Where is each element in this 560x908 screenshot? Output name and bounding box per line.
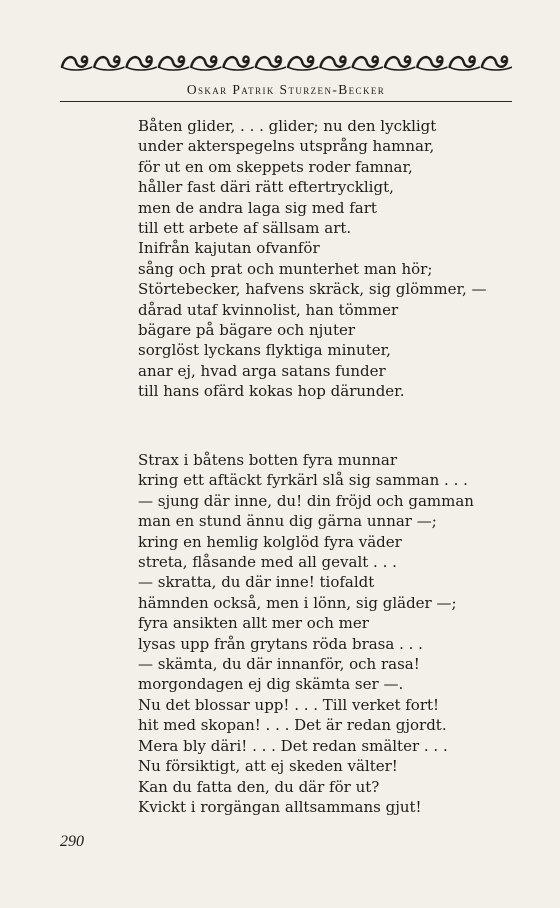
verse-line: morgondagen ej dig skämta ser —. <box>138 675 404 694</box>
verse-line: lysas upp från grytans röda brasa . . . <box>138 634 423 653</box>
verse-line: — sjung där inne, du! din fröjd och gamman <box>138 491 474 510</box>
verse-line: anar ej, hvad arga satans funder <box>138 361 386 380</box>
verse-line: för ut en om skeppets roder famnar, <box>138 157 413 176</box>
running-header-author: Oskar Patrik Sturzen-Becker <box>186 82 386 97</box>
verse-line: fyra ansikten allt mer och mer <box>138 614 369 633</box>
verse-line: men de andra laga sig med fart <box>138 198 377 217</box>
verse-line: Strax i båtens botten fyra munnar <box>138 451 398 469</box>
verse-line: Nu det blossar upp! . . . Till verket fort! <box>138 695 440 714</box>
verse-line: kring ett aftäckt fyrkärl slå sig samman . . . <box>138 471 468 490</box>
verse-line: Kvickt i rorgängan alltsammans gjut! <box>138 797 422 816</box>
verse-line: sång och prat och munterhet man hör; <box>138 259 433 278</box>
verse-line: till ett arbete af sällsam art. <box>138 219 352 238</box>
poem-stanza-2 <box>138 450 498 817</box>
verse-line: till hans ofärd kokas hop därunder. <box>138 382 405 401</box>
verse-line: dårad utaf kvinnolist, han tömmer <box>138 300 399 319</box>
verse-line: Störtebecker, hafvens skräck, sig glömmer, — <box>138 280 487 299</box>
verse-line: sorglöst lyckans flyktiga minuter, <box>138 341 391 360</box>
verse-line: streta, flåsande med all gevalt . . . <box>138 553 397 572</box>
verse-line: hämnden också, men i lönn, sig gläder —; <box>138 593 457 612</box>
verse-line: man en stund ännu dig gärna unnar —; <box>138 512 437 531</box>
verse-line: bägare på bägare och njuter <box>138 321 356 340</box>
verse-line: — skämta, du där innanför, och rasa! <box>138 655 420 674</box>
verse-line: Båten glider, . . . glider; nu den lyckligt <box>138 117 437 135</box>
verse-line: Inifrån kajutan ofvanför <box>138 239 320 258</box>
decorative-scroll-border-icon <box>60 50 512 74</box>
verse-line: Mera bly däri! . . . Det redan smälter . . . <box>138 736 448 755</box>
page-number: 290 <box>60 833 84 850</box>
verse-line: håller fast däri rätt eftertryckligt, <box>138 178 394 197</box>
verse-line: under akterspegelns utsprång hamnar, <box>138 137 435 156</box>
verse-line: Nu försiktigt, att ej skeden välter! <box>138 757 398 776</box>
poem-stanza-1 <box>138 116 498 402</box>
verse-line: Kan du fatta den, du där för ut? <box>138 777 380 796</box>
header-rule <box>60 101 512 102</box>
verse-line: kring en hemlig kolglöd fyra väder <box>138 532 402 551</box>
verse-line: hit med skopan! . . . Det är redan gjordt. <box>138 716 447 735</box>
verse-line: — skratta, du där inne! tiofaldt <box>138 573 375 592</box>
